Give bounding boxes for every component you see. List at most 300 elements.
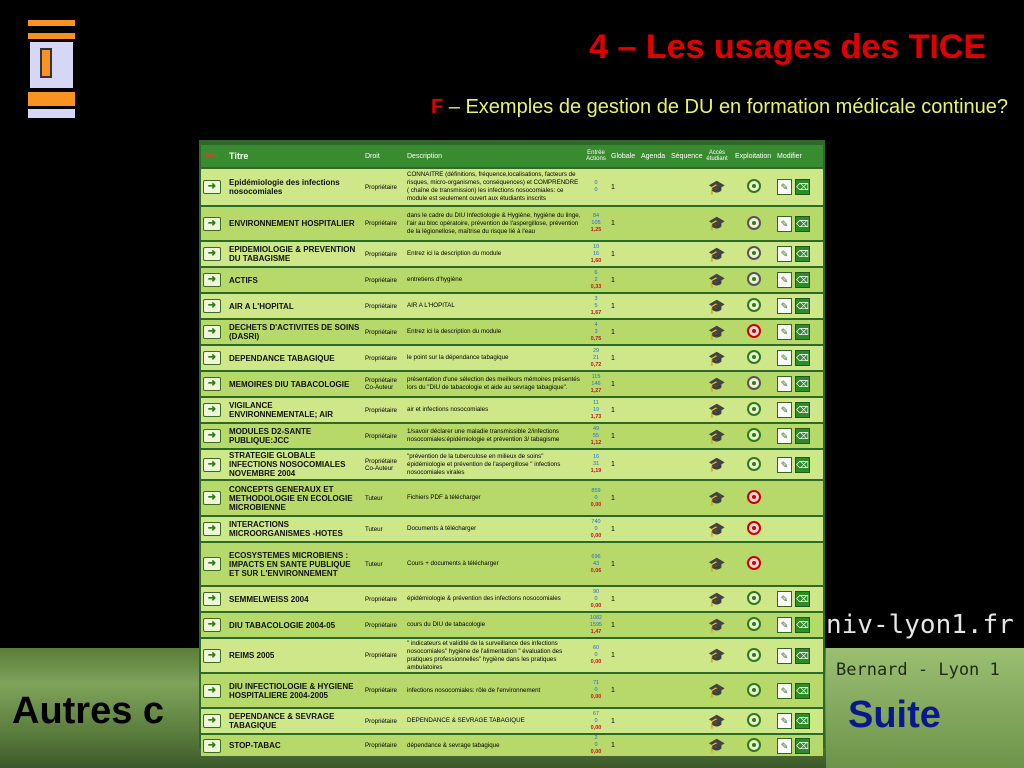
row-droit: Propriétaire (363, 398, 405, 422)
ratio-value: 0,00 (590, 602, 602, 609)
row-sequence (669, 735, 701, 756)
student-access-icon[interactable]: 🎓 (708, 297, 726, 314)
row-description: Documents à télécharger (405, 517, 583, 541)
header-sequence[interactable]: Séquence (669, 145, 701, 167)
row-description: Entrez ici la description du module (405, 242, 583, 266)
row-title[interactable]: AIR A L'HOPITAL (227, 294, 363, 318)
ratio-value: 0,00 (590, 749, 602, 755)
table-row (201, 639, 823, 672)
enter-arrow-icon[interactable]: ➜ (203, 592, 221, 606)
student-access-icon[interactable]: 🎓 (708, 590, 726, 607)
student-access-icon[interactable]: 🎓 (708, 712, 726, 729)
row-entries (583, 674, 609, 707)
table-row (201, 372, 823, 396)
row-entries (583, 320, 609, 344)
row-modifier (775, 424, 823, 448)
row-entries (583, 207, 609, 240)
enter-arrow-icon[interactable]: ➜ (203, 739, 221, 753)
student-access-denied-icon[interactable]: 🎓 (708, 520, 726, 537)
delete-icon[interactable]: ⌫ (795, 683, 810, 699)
row-modifier (775, 517, 823, 541)
header-description[interactable]: Description (405, 145, 583, 167)
row-description: épidémiologie & prévention des infections nosocomiales (405, 587, 583, 611)
row-agenda (639, 613, 669, 637)
edit-icon[interactable]: ✎ (777, 457, 792, 473)
delete-icon[interactable]: ⌫ (795, 457, 810, 473)
row-globale: 1 (609, 613, 639, 637)
header-entree[interactable]: Entrée Actions (583, 145, 609, 167)
row-exploitation (733, 543, 775, 585)
row-modifier (775, 639, 823, 672)
enter-arrow-icon[interactable]: ➜ (203, 684, 221, 698)
row-droit: Tuteur (363, 517, 405, 541)
row-enter-cell (201, 735, 227, 756)
row-agenda (639, 543, 669, 585)
entries-count: 60 (592, 645, 600, 651)
entries-count: 0 (594, 180, 598, 186)
table-row (201, 674, 823, 707)
row-modifier (775, 587, 823, 611)
row-globale: 1 (609, 294, 639, 318)
actions-count: 5 (594, 302, 598, 309)
exploitation-open-icon[interactable] (747, 457, 761, 471)
slide-subtitle (431, 96, 1008, 119)
row-access (701, 346, 733, 370)
edit-icon[interactable]: ✎ (777, 591, 792, 607)
row-enter-cell (201, 346, 227, 370)
row-exploitation (733, 709, 775, 733)
ratio-value: 1,19 (590, 468, 602, 474)
enter-arrow-icon[interactable]: ➜ (203, 522, 221, 536)
actions-count: 16 (592, 250, 600, 257)
student-access-denied-icon[interactable]: 🎓 (708, 323, 726, 340)
header-exploitation[interactable]: Exploitation (733, 145, 775, 167)
exploitation-closed-icon[interactable] (747, 490, 761, 504)
edit-icon[interactable]: ✎ (777, 738, 792, 754)
row-sequence (669, 517, 701, 541)
row-access (701, 613, 733, 637)
row-enter-cell (201, 169, 227, 205)
actions-count: 1595 (589, 621, 603, 628)
student-access-icon[interactable]: 🎓 (708, 349, 726, 366)
row-enter-cell (201, 613, 227, 637)
ratio-value: 1,67 (590, 309, 602, 316)
row-sequence (669, 450, 701, 479)
student-access-icon[interactable]: 🎓 (708, 245, 726, 262)
row-description: dans le cadre du DIU Infectiologie & Hygiène, hygiène du linge, l'air au bloc opératoire, prévention de l'aspergillose, prévention de la légionellose, maîtrise du risque lié à l'eau (405, 207, 583, 240)
ratio-value: 0,00 (590, 659, 602, 665)
row-droit: Propriétaire (363, 207, 405, 240)
row-modifier (775, 320, 823, 344)
row-entries (583, 481, 609, 515)
row-entries (583, 517, 609, 541)
autres-link[interactable]: Autres c (12, 690, 165, 732)
row-modifier (775, 169, 823, 205)
actions-count: 105 (591, 220, 601, 226)
row-enter-cell (201, 294, 227, 318)
row-agenda (639, 268, 669, 292)
row-title[interactable]: ACTIFS (227, 268, 363, 292)
row-exploitation (733, 398, 775, 422)
student-access-denied-icon[interactable]: 🎓 (708, 489, 726, 506)
student-access-icon[interactable]: 🎓 (708, 427, 726, 444)
row-globale: 1 (609, 207, 639, 240)
row-agenda (639, 320, 669, 344)
row-entries (583, 372, 609, 396)
edit-icon[interactable]: ✎ (777, 428, 792, 444)
exploitation-open-icon[interactable] (747, 402, 761, 416)
row-title[interactable]: VIGILANCE ENVIRONNEMENTALE; AIR (227, 398, 363, 422)
delete-icon[interactable]: ⌫ (795, 428, 810, 444)
enter-arrow-icon[interactable]: ➜ (203, 180, 221, 194)
row-entries (583, 424, 609, 448)
entries-count: 1082 (589, 614, 603, 621)
row-agenda (639, 709, 669, 733)
ratio-value: 1,27 (590, 387, 602, 394)
delete-icon[interactable]: ⌫ (795, 246, 810, 262)
row-entries (583, 709, 609, 733)
row-exploitation (733, 242, 775, 266)
row-globale: 1 (609, 587, 639, 611)
row-entries (583, 613, 609, 637)
header-globale[interactable]: Globale (609, 145, 639, 167)
enter-arrow-icon[interactable]: ➜ (203, 491, 221, 505)
modules-table-panel (199, 140, 825, 755)
exploitation-open-icon[interactable] (747, 428, 761, 442)
row-sequence (669, 709, 701, 733)
row-globale: 1 (609, 517, 639, 541)
row-title[interactable]: DIU TABACOLOGIE 2004-05 (227, 613, 363, 637)
student-access-icon[interactable]: 🎓 (708, 456, 726, 472)
exploitation-open-icon[interactable] (747, 591, 761, 605)
row-enter-cell (201, 207, 227, 240)
edit-icon[interactable]: ✎ (777, 648, 792, 664)
row-access (701, 450, 733, 479)
subtitle-letter: F (431, 96, 444, 118)
row-enter-cell (201, 639, 227, 672)
delete-icon[interactable]: ⌫ (795, 179, 810, 195)
actions-count: 0 (594, 717, 598, 724)
student-access-icon[interactable]: 🎓 (708, 375, 726, 392)
delete-icon[interactable]: ⌫ (795, 298, 810, 314)
student-access-icon[interactable]: 🎓 (708, 271, 726, 288)
row-access (701, 294, 733, 318)
actions-count: 3 (594, 328, 598, 335)
edit-icon[interactable]: ✎ (777, 617, 792, 633)
row-entries (583, 346, 609, 370)
student-access-denied-icon[interactable]: 🎓 (708, 555, 726, 572)
exploitation-closed-icon[interactable] (747, 556, 761, 570)
exploitation-document-icon[interactable] (747, 272, 761, 286)
actions-count: 0 (594, 187, 598, 193)
delete-icon[interactable]: ⌫ (795, 324, 810, 340)
actions-count: 21 (592, 354, 600, 361)
row-droit: Propriétaire (363, 424, 405, 448)
row-access (701, 709, 733, 733)
row-title[interactable]: DECHETS D'ACTIVITES DE SOINS (DASRI) (227, 320, 363, 344)
enter-arrow-icon[interactable]: ➜ (203, 299, 221, 313)
row-sequence (669, 169, 701, 205)
exploitation-closed-icon[interactable] (747, 324, 761, 338)
row-modifier (775, 207, 823, 240)
edit-icon[interactable]: ✎ (777, 713, 792, 729)
exploitation-document-icon[interactable] (747, 246, 761, 260)
row-title[interactable]: STRATEGIE GLOBALE INFECTIONS NOSOCOMIALES NOVEMBRE 2004 (227, 450, 363, 479)
header-titre[interactable]: Titre (227, 145, 363, 167)
enter-arrow-icon[interactable]: ➜ (203, 273, 221, 287)
student-access-icon[interactable]: 🎓 (708, 616, 726, 633)
row-title[interactable]: CONCEPTS GENERAUX ET METHODOLOGIE EN ECOLOGIE MICROBIENNE (227, 481, 363, 515)
edit-icon[interactable]: ✎ (777, 272, 792, 288)
entries-count: 11 (593, 399, 599, 406)
enter-arrow-icon[interactable]: ➜ (203, 458, 221, 472)
row-sequence (669, 613, 701, 637)
row-title[interactable]: MODULES D2-SANTE PUBLIQUE:JCC (227, 424, 363, 448)
row-exploitation (733, 481, 775, 515)
row-modifier (775, 398, 823, 422)
row-modifier (775, 674, 823, 707)
row-title[interactable]: ECOSYSTEMES MICROBIENS : IMPACTS EN SANTE PUBLIQUE ET SUR L'ENVIRONNEMENT (227, 543, 363, 585)
row-globale: 1 (609, 169, 639, 205)
edit-icon[interactable]: ✎ (777, 376, 792, 392)
delete-icon[interactable]: ⌫ (795, 216, 810, 232)
delete-icon[interactable]: ⌫ (795, 402, 810, 418)
row-entries (583, 268, 609, 292)
table-row (201, 424, 823, 448)
row-globale: 1 (609, 268, 639, 292)
student-access-icon[interactable]: 🎓 (708, 737, 726, 753)
row-entries (583, 450, 609, 479)
row-modifier (775, 481, 823, 515)
row-exploitation (733, 613, 775, 637)
row-exploitation (733, 320, 775, 344)
entries-count: 740 (591, 518, 601, 525)
edit-icon[interactable]: ✎ (777, 324, 792, 340)
exploitation-question-icon[interactable] (747, 648, 761, 662)
row-entries (583, 543, 609, 585)
row-access (701, 320, 733, 344)
exploitation-open-icon[interactable] (747, 350, 761, 364)
header-agenda[interactable]: Agenda (639, 145, 669, 167)
entries-count: 696 (591, 553, 601, 560)
row-exploitation (733, 268, 775, 292)
row-title[interactable]: DEPENDANCE TABAGIQUE (227, 346, 363, 370)
row-enter-cell (201, 398, 227, 422)
exploitation-closed-icon[interactable] (747, 521, 761, 535)
suite-link[interactable]: Suite (848, 694, 941, 736)
row-sequence (669, 346, 701, 370)
delete-icon[interactable]: ⌫ (795, 272, 810, 288)
ratio-value: 0,33 (590, 283, 602, 290)
actions-count: 19 (592, 406, 600, 413)
edit-icon[interactable]: ✎ (777, 350, 792, 366)
table-row (201, 735, 823, 756)
header-modifier[interactable]: Modifier (775, 145, 823, 167)
exploitation-open-icon[interactable] (747, 713, 761, 727)
enter-arrow-icon[interactable]: ➜ (203, 403, 221, 417)
row-title[interactable]: STOP-TABAC (227, 735, 363, 756)
row-title[interactable]: INTERACTIONS MICROORGANISMES -HOTES (227, 517, 363, 541)
row-access (701, 169, 733, 205)
actions-count: 2 (594, 276, 598, 283)
row-enter-cell (201, 481, 227, 515)
row-description: "prévention de la tuberculose en milieux de soins" épidémiologie et prévention de l'aspergillose " infections nosocomiales virales (405, 450, 583, 479)
row-sequence (669, 424, 701, 448)
row-enter-cell (201, 268, 227, 292)
row-access (701, 398, 733, 422)
row-agenda (639, 735, 669, 756)
table-row (201, 242, 823, 266)
enter-arrow-icon[interactable]: ➜ (203, 217, 221, 231)
row-access (701, 543, 733, 585)
student-access-icon[interactable]: 🎓 (708, 647, 726, 663)
entries-count: 6 (594, 269, 598, 276)
delete-icon[interactable]: ⌫ (795, 376, 810, 392)
edit-icon[interactable]: ✎ (777, 683, 792, 699)
row-description: entretiens d'hygiène (405, 268, 583, 292)
table-row (201, 169, 823, 205)
enter-arrow-icon[interactable]: ➜ (203, 325, 221, 339)
row-description: Entrez ici la description du module (405, 320, 583, 344)
row-enter-cell (201, 320, 227, 344)
row-title[interactable]: DIU INFECTIOLOGIE & HYGIENE HOSPITALIERE 2004-2005 (227, 674, 363, 707)
row-access (701, 587, 733, 611)
row-description: cours du DIU de tabacologie (405, 613, 583, 637)
edit-icon[interactable]: ✎ (777, 179, 792, 195)
row-title[interactable]: ENVIRONNEMENT HOSPITALIER (227, 207, 363, 240)
row-enter-cell (201, 517, 227, 541)
header-droit[interactable]: Droit (363, 145, 405, 167)
ratio-value: 1,47 (590, 628, 602, 635)
student-access-icon[interactable]: 🎓 (708, 178, 726, 195)
row-sequence (669, 587, 701, 611)
table-row (201, 294, 823, 318)
row-exploitation (733, 450, 775, 479)
row-access (701, 639, 733, 672)
actions-count: 43 (592, 560, 600, 567)
enter-arrow-icon[interactable]: ➜ (203, 247, 221, 261)
delete-icon[interactable]: ⌫ (795, 617, 810, 633)
row-title[interactable]: Epidémiologie des infections nosocomiales (227, 169, 363, 205)
edit-icon[interactable]: ✎ (777, 298, 792, 314)
row-title[interactable]: EPIDEMIOLOGIE & PREVENTION DU TABAGISME (227, 242, 363, 266)
actions-count: 0 (594, 494, 598, 501)
exploitation-open-icon[interactable] (747, 179, 761, 193)
entries-count: 2 (594, 735, 598, 741)
row-modifier (775, 613, 823, 637)
row-droit: Propriétaire Co-Auteur (363, 450, 405, 479)
logo (28, 20, 75, 118)
row-droit: Propriétaire (363, 587, 405, 611)
row-agenda (639, 517, 669, 541)
row-title[interactable]: DEPENDANCE & SEVRAGE TABAGIQUE (227, 709, 363, 733)
table-row (201, 346, 823, 370)
ratio-value: 0,72 (590, 361, 602, 368)
ratio-value: 0,00 (590, 501, 602, 508)
ratio-value: 0,00 (590, 724, 602, 731)
entries-count: 859 (591, 487, 601, 494)
enter-arrow-icon[interactable]: ➜ (203, 557, 221, 571)
actions-count: 0 (594, 742, 598, 748)
row-entries (583, 242, 609, 266)
delete-icon[interactable]: ⌫ (795, 738, 810, 754)
table-row (201, 320, 823, 344)
row-exploitation (733, 674, 775, 707)
row-description: présentation d'une sélection des meilleurs mémoires présentés lors du "DIU de tabacologie et aide au sevrage tabagique". (405, 372, 583, 396)
student-access-icon[interactable]: 🎓 (708, 682, 726, 698)
exploitation-open-icon[interactable] (747, 298, 761, 312)
ratio-value: 0,75 (590, 335, 602, 342)
row-enter-cell (201, 587, 227, 611)
row-description: le point sur la dépendance tabagique (405, 346, 583, 370)
edit-icon[interactable]: ✎ (777, 216, 792, 232)
student-access-icon[interactable]: 🎓 (708, 215, 726, 231)
student-access-icon[interactable]: 🎓 (708, 401, 726, 418)
exploitation-open-icon[interactable] (747, 683, 761, 697)
row-modifier (775, 735, 823, 756)
row-sequence (669, 398, 701, 422)
table-row (201, 587, 823, 611)
row-droit: Tuteur (363, 543, 405, 585)
row-droit: Propriétaire (363, 294, 405, 318)
enter-arrow-icon[interactable]: ➜ (203, 429, 221, 443)
exploitation-document-icon[interactable] (747, 216, 761, 230)
header-acces[interactable]: Accès étudiant (701, 145, 733, 167)
row-droit: Propriétaire (363, 268, 405, 292)
entries-count: 10 (592, 243, 600, 250)
edit-icon[interactable]: ✎ (777, 246, 792, 262)
row-enter-cell (201, 674, 227, 707)
enter-arrow-icon[interactable]: ➜ (203, 351, 221, 365)
enter-arrow-icon[interactable]: ➜ (203, 377, 221, 391)
row-agenda (639, 674, 669, 707)
delete-icon[interactable]: ⌫ (795, 713, 810, 729)
actions-count: 0 (594, 525, 598, 532)
delete-icon[interactable]: ⌫ (795, 350, 810, 366)
enter-arrow-icon[interactable]: ➜ (203, 618, 221, 632)
row-droit: Propriétaire (363, 735, 405, 756)
row-droit: Propriétaire (363, 709, 405, 733)
row-agenda (639, 450, 669, 479)
row-title[interactable]: SEMMELWEISS 2004 (227, 587, 363, 611)
table-row (201, 450, 823, 479)
row-droit: Propriétaire (363, 242, 405, 266)
header-ordre[interactable]: Ordre (201, 145, 227, 167)
row-description: Cours + documents à télécharger (405, 543, 583, 585)
exploitation-open-icon[interactable] (747, 738, 761, 752)
enter-arrow-icon[interactable]: ➜ (203, 649, 221, 663)
exploitation-document-icon[interactable] (747, 376, 761, 390)
row-modifier (775, 543, 823, 585)
row-agenda (639, 242, 669, 266)
row-agenda (639, 424, 669, 448)
row-access (701, 424, 733, 448)
entries-count: 49 (592, 425, 600, 432)
table-header (201, 145, 823, 167)
delete-icon[interactable]: ⌫ (795, 648, 810, 664)
delete-icon[interactable]: ⌫ (795, 591, 810, 607)
exploitation-open-icon[interactable] (747, 617, 761, 631)
row-title[interactable]: MEMOIRES DIU TABACOLOGIE (227, 372, 363, 396)
row-access (701, 242, 733, 266)
row-title[interactable]: REIMS 2005 (227, 639, 363, 672)
row-enter-cell (201, 372, 227, 396)
enter-arrow-icon[interactable]: ➜ (203, 714, 221, 728)
edit-icon[interactable]: ✎ (777, 402, 792, 418)
row-exploitation (733, 735, 775, 756)
row-modifier (775, 450, 823, 479)
row-enter-cell (201, 543, 227, 585)
